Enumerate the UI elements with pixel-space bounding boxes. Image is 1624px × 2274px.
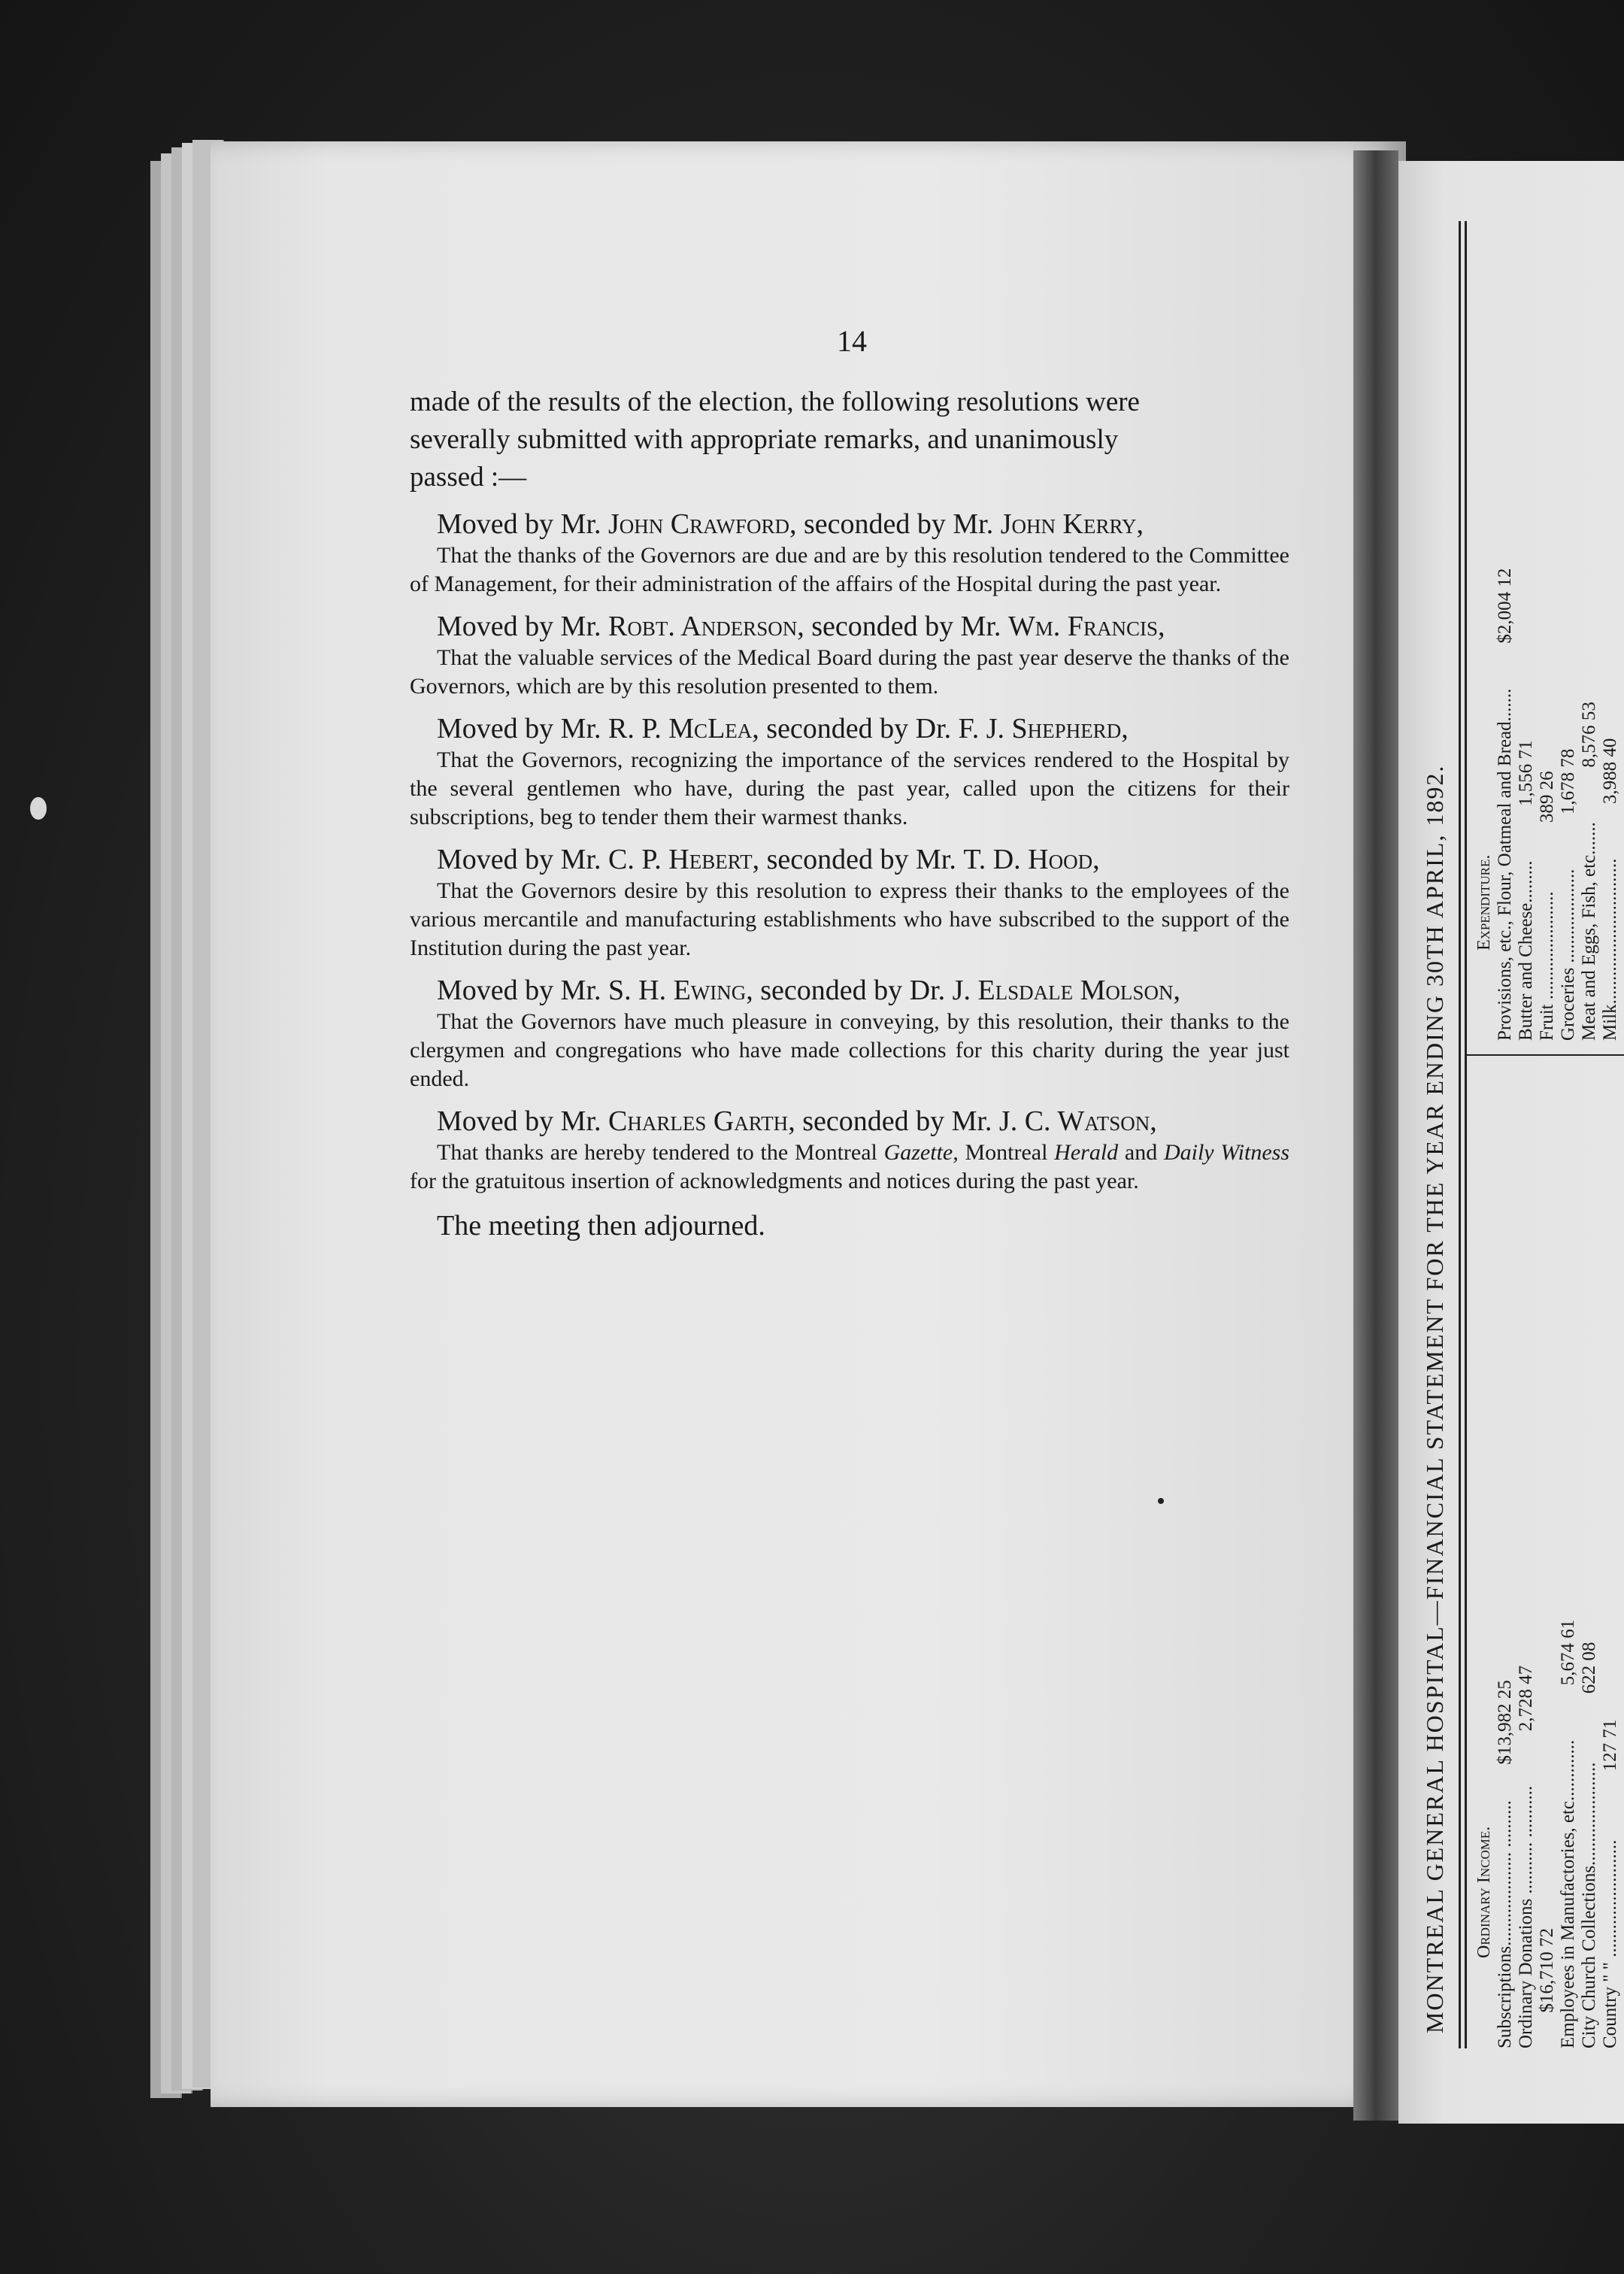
statement-row (1537, 1620, 1558, 2048)
row-label: Country " " ......................... (1600, 1839, 1620, 2048)
resolution-motion (410, 973, 1289, 1008)
resolution-text (410, 877, 1289, 963)
resolution-text-and: and (1118, 1140, 1158, 1165)
resolution-text (410, 644, 1289, 701)
statement-row (1579, 568, 1600, 1041)
row-amount: 389 26 (1537, 771, 1557, 823)
seconded-prefix: , seconded by Mr. (789, 508, 1001, 540)
statement-row (1516, 568, 1537, 1041)
row-amount: 622 08 (1579, 1642, 1599, 1694)
expenditure-heading: Expenditure. (1474, 854, 1494, 951)
seconded-prefix: , seconded by Dr. (746, 975, 953, 1006)
resolution-text (410, 541, 1289, 599)
row-amount: 5,674 61 (1558, 1619, 1578, 1686)
motion-prefix: Moved by Mr. (437, 975, 608, 1006)
row-amount: $16,710 72 (1537, 1928, 1557, 2013)
motion-prefix: Moved by Mr. (437, 611, 608, 642)
intro-line: made of the results of the election, the following resolutions were (410, 387, 1140, 417)
motion-prefix: Moved by Mr. (437, 713, 608, 744)
seconder-name: Wm. Francis (1007, 611, 1158, 642)
dust-speck (1158, 1498, 1164, 1504)
motion-tail: , (1157, 611, 1165, 642)
row-amount: 2,728 47 (1516, 1665, 1536, 1732)
resolution-text-end: for the gratuitous insertion of acknowledgments and notices during the past year. (410, 1169, 1139, 1193)
statement-row (1516, 1620, 1537, 2048)
row-label: Employees in Manufactories, etc............. (1558, 1739, 1578, 2048)
motion-prefix: Moved by Mr. (437, 508, 608, 540)
seconder-name: F. J. Shepherd (958, 713, 1122, 744)
resolution-body: That the thanks of the Governors are due and are by this resolution tendered to the Committee of Management, for their administration of the affairs of the Hospital during the past year. (410, 543, 1289, 596)
resolution-text (410, 746, 1289, 832)
resolution-motion (410, 507, 1289, 541)
mover-name: John Crawford (608, 508, 789, 540)
statement-row (1579, 1620, 1600, 2048)
row-label: Subscriptions.................... .......... (1495, 1800, 1515, 2048)
row-label: Milk............................... (1600, 858, 1620, 1041)
intro-line: severally submitted with appropriate remarks, and unanimously (410, 424, 1119, 455)
income-column (1474, 1620, 1621, 2048)
seconded-prefix: , seconded by Mr. (788, 1105, 999, 1137)
seconded-prefix: , seconded by Mr. (752, 844, 964, 875)
statement-row (1600, 568, 1621, 1041)
statement-title: MONTREAL GENERAL HOSPITAL—FINANCIAL STATEMENT FOR THE YEAR ENDING 30TH APRIL, 1892. (1421, 764, 1448, 2033)
row-amount: 3,988 40 (1600, 738, 1620, 805)
witness-name: Daily Witness (1163, 1140, 1290, 1165)
resolution-text (410, 1008, 1289, 1093)
statement-row (1600, 1620, 1621, 2048)
row-label: Butter and Cheese......... (1516, 860, 1536, 1041)
row-label: Groceries .................... (1558, 869, 1578, 1041)
seconded-prefix: , seconded by Mr. (797, 611, 1008, 642)
resolution-item (410, 973, 1289, 1093)
motion-tail: , (1092, 844, 1100, 875)
mover-name: R. P. McLea (608, 713, 753, 744)
resolution-body: That the Governors have much pleasure in conveying, by this resolution, their thanks to the clergymen and congregations who have made collections for this charity during the year just ended. (410, 1009, 1289, 1091)
statement-row (1558, 1620, 1579, 2048)
mover-name: Charles Garth (608, 1105, 789, 1137)
income-heading: Ordinary Income. (1474, 1826, 1494, 1958)
statement-row (1495, 1620, 1516, 2048)
row-amount: $13,982 25 (1495, 1680, 1515, 1765)
seconder-name: J. Elsdale Molson (952, 975, 1174, 1006)
seconded-prefix: , seconded by Dr. (752, 713, 959, 744)
motion-tail: , (1136, 508, 1144, 540)
seconder-name: T. D. Hood (963, 844, 1093, 875)
resolution-text-middle: Montreal (958, 1140, 1055, 1165)
resolution-text (410, 1139, 1289, 1196)
resolution-item (410, 1104, 1289, 1196)
statement-row (1558, 568, 1579, 1041)
mover-name: C. P. Hebert (608, 844, 753, 875)
gazette-name: Gazette, (883, 1140, 959, 1165)
motion-prefix: Moved by Mr. (437, 1105, 608, 1137)
resolution-item (410, 711, 1289, 832)
row-amount: 8,576 53 (1579, 702, 1599, 768)
resolution-text-start: That thanks are hereby tendered to the Montreal (437, 1140, 884, 1165)
row-amount: $2,004 12 (1495, 568, 1515, 644)
motion-prefix: Moved by Mr. (437, 844, 608, 875)
intro-line: passed :— (410, 462, 527, 493)
resolution-motion (410, 842, 1289, 877)
resolution-motion (410, 609, 1289, 644)
herald-name: Herald (1054, 1140, 1119, 1165)
resolution-body: That the Governors, recognizing the importance of the services rendered to the Hospital by the several gentlemen who have, during the past year, called upon the citizens for their subscriptions, beg to tender them their warmest thanks. (410, 747, 1289, 829)
mover-name: Robt. Anderson (608, 611, 798, 642)
row-label: Provisions, etc., Flour, Oatmeal and Bread....... (1495, 688, 1515, 1041)
expenditure-column (1474, 568, 1621, 1041)
statement-row (1495, 568, 1516, 1041)
resolution-item (410, 507, 1289, 599)
motion-tail: , (1150, 1105, 1157, 1137)
resolution-item (410, 609, 1289, 701)
resolution-motion (410, 1104, 1289, 1139)
right-page (1398, 161, 1624, 2124)
dust-speck (30, 797, 47, 820)
motion-tail: , (1121, 713, 1129, 744)
row-label: Fruit ....................... (1537, 891, 1557, 1041)
resolutions-list (410, 507, 1289, 1093)
resolution-body: That the Governors desire by this resolution to express their thanks to the employees of the various mercantile and manufacturing establishments who have subscribed to the support of the Institution during the past year. (410, 878, 1289, 960)
seconder-name: J. C. Watson (998, 1105, 1150, 1137)
row-label: Meat and Eggs, Fish, etc....... (1579, 822, 1599, 1041)
row-label: Ordinary Donations ........... ........... (1516, 1785, 1536, 2048)
resolution-item (410, 842, 1289, 963)
closing-line: The meeting then adjourned. (437, 1210, 765, 1242)
statement-row (1537, 568, 1558, 1041)
resolution-body: That the valuable services of the Medical Board during the past year deserve the thanks of the Governors, which are by this resolution presented to them. (410, 645, 1289, 699)
row-label: City Church Collections...................... (1579, 1762, 1599, 2048)
mover-name: S. H. Ewing (608, 975, 747, 1006)
book-gutter (1353, 150, 1398, 2121)
row-amount: 127 71 (1600, 1719, 1620, 1772)
statement-rule (1459, 221, 1461, 2048)
statement-rule (1465, 221, 1467, 2048)
financial-statement (1406, 161, 1624, 2094)
page-number: 14 (837, 324, 867, 358)
seconder-name: John Kerry (1000, 508, 1137, 540)
row-amount: 1,556 71 (1516, 740, 1536, 806)
motion-tail: , (1173, 975, 1180, 1006)
row-amount: 1,678 78 (1558, 748, 1578, 815)
column-divider (1466, 1054, 1624, 1056)
intro-paragraph (410, 384, 1289, 496)
page-body (410, 384, 1289, 1271)
resolution-motion (410, 711, 1289, 746)
